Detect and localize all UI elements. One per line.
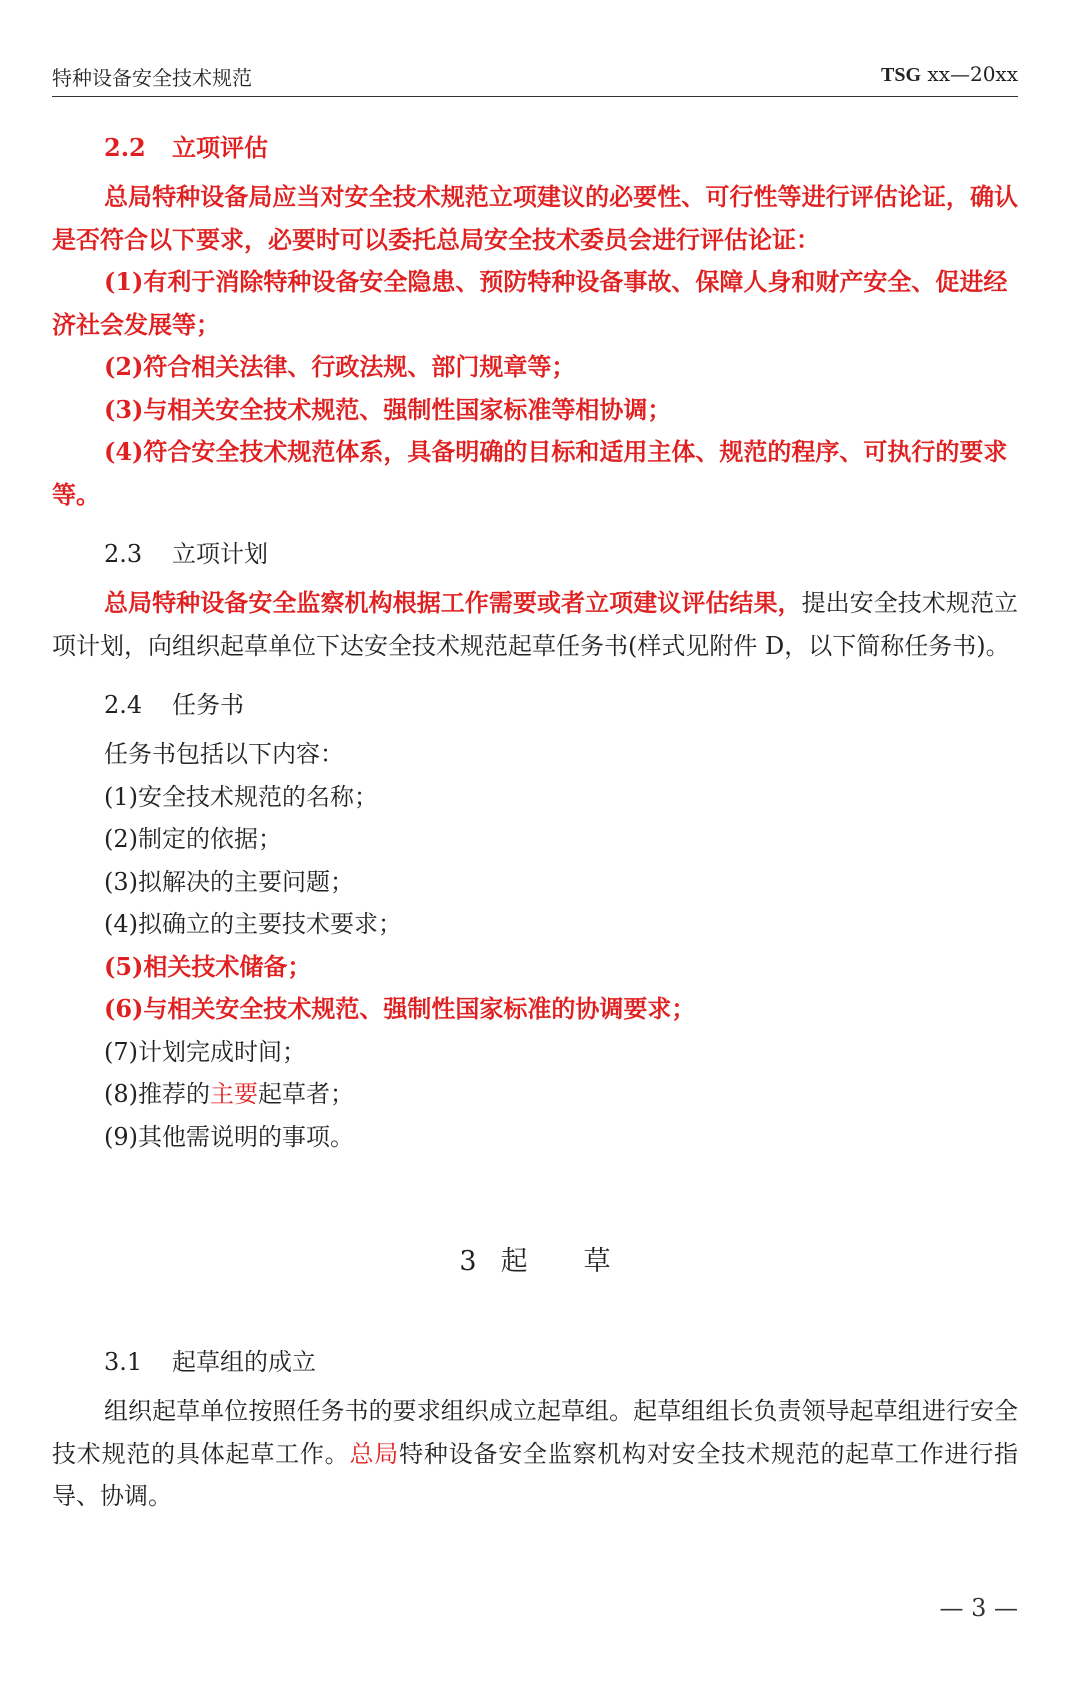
chapter-number: 3	[459, 1246, 477, 1277]
section-3-1-heading	[52, 1334, 1018, 1390]
section-number: 2.2	[104, 133, 146, 162]
page-number: — 3 —	[939, 1594, 1018, 1622]
section-title: 立项评估	[172, 133, 268, 162]
section-2-4-intro: 任务书包括以下内容：	[104, 740, 344, 768]
section-2-4-item-2: (2)制定的依据；	[104, 825, 282, 853]
item-8-text-c: 起草者；	[258, 1080, 354, 1108]
section-3-1-highlight: 总局	[349, 1439, 400, 1468]
section-2-3-heading	[52, 526, 1018, 582]
section-2-2-item-2: (2)符合相关法律、行政法规、部门规章等；	[104, 352, 576, 381]
section-2-2-item-3: (3)与相关安全技术规范、强制性国家标准等相协调；	[104, 394, 672, 424]
section-2-4-item-1: (1)安全技术规范的名称；	[104, 782, 378, 811]
section-2-4-heading	[52, 677, 1018, 733]
item-8-text-a: (8)推荐的	[104, 1080, 210, 1108]
section-2-4-item-3: (3)拟解决的主要问题；	[104, 867, 354, 896]
section-3-1-text-a: 组织起草单位按照任务书的要求组织成立起草组。起草组组长负责领导起草组进行安全技术规范的具体起草工作。	[52, 1397, 1018, 1468]
section-number: 2.3	[104, 540, 143, 568]
section-2-4-item-4: (4)拟确立的主要技术要求；	[104, 910, 402, 938]
page-header	[52, 56, 1018, 97]
section-2-2-intro: 总局特种设备局应当对安全技术规范立项建议的必要性、可行性等进行评估论证，确认是否符合以下要求，必要时可以委托总局安全技术委员会进行评估论证：	[52, 182, 1018, 254]
section-2-3-text: 提出安全技术规范立项计划，向组织起草单位下达安全技术规范起草任务书(样式见附件 D，以下简称任务书)。	[52, 589, 1019, 660]
chapter-title-char-1: 起	[500, 1246, 528, 1277]
header-code-prefix: TSG	[881, 64, 922, 86]
section-3-1-text-c: 特种设备安全监察机构对安全技术规范的起草工作进行指导、协调。	[52, 1439, 1019, 1510]
section-title: 起草组的成立	[172, 1348, 316, 1376]
chapter-3-title	[52, 1232, 1018, 1292]
section-3-1-paragraph	[52, 1390, 1018, 1518]
section-2-3-paragraph	[52, 582, 1018, 667]
section-2-4-item-9: (9)其他需说明的事项。	[104, 1122, 354, 1151]
section-2-2-item-4: (4)符合安全技术规范体系，具备明确的目标和适用主体、规范的程序、可执行的要求等。	[52, 437, 1008, 509]
item-8-highlight: 主要	[210, 1080, 258, 1108]
page-content	[52, 120, 1018, 1518]
section-2-4-item-5: (5)相关技术储备；	[104, 951, 312, 981]
header-title: 特种设备安全技术规范	[52, 66, 252, 90]
section-number: 3.1	[104, 1348, 143, 1376]
section-number: 2.4	[104, 691, 143, 719]
section-2-2-item-1: (1)有利于消除特种设备安全隐患、预防特种设备事故、保障人身和财产安全、促进经济社会发展等；	[52, 267, 1008, 339]
section-2-3-highlight: 总局特种设备安全监察机构根据工作需要或者立项建议评估结果，	[104, 588, 802, 617]
header-code	[881, 62, 1018, 87]
section-title: 立项计划	[172, 540, 268, 568]
section-2-4-item-6: (6)与相关安全技术规范、强制性国家标准的协调要求；	[104, 994, 696, 1023]
chapter-title-char-2: 草	[583, 1246, 611, 1277]
header-code-suffix: xx—20xx	[921, 62, 1018, 86]
section-2-2-heading	[52, 120, 1018, 176]
section-2-4-item-7: (7)计划完成时间；	[104, 1037, 306, 1066]
section-title: 任务书	[172, 691, 244, 719]
section-2-4-item-8	[52, 1073, 1018, 1116]
